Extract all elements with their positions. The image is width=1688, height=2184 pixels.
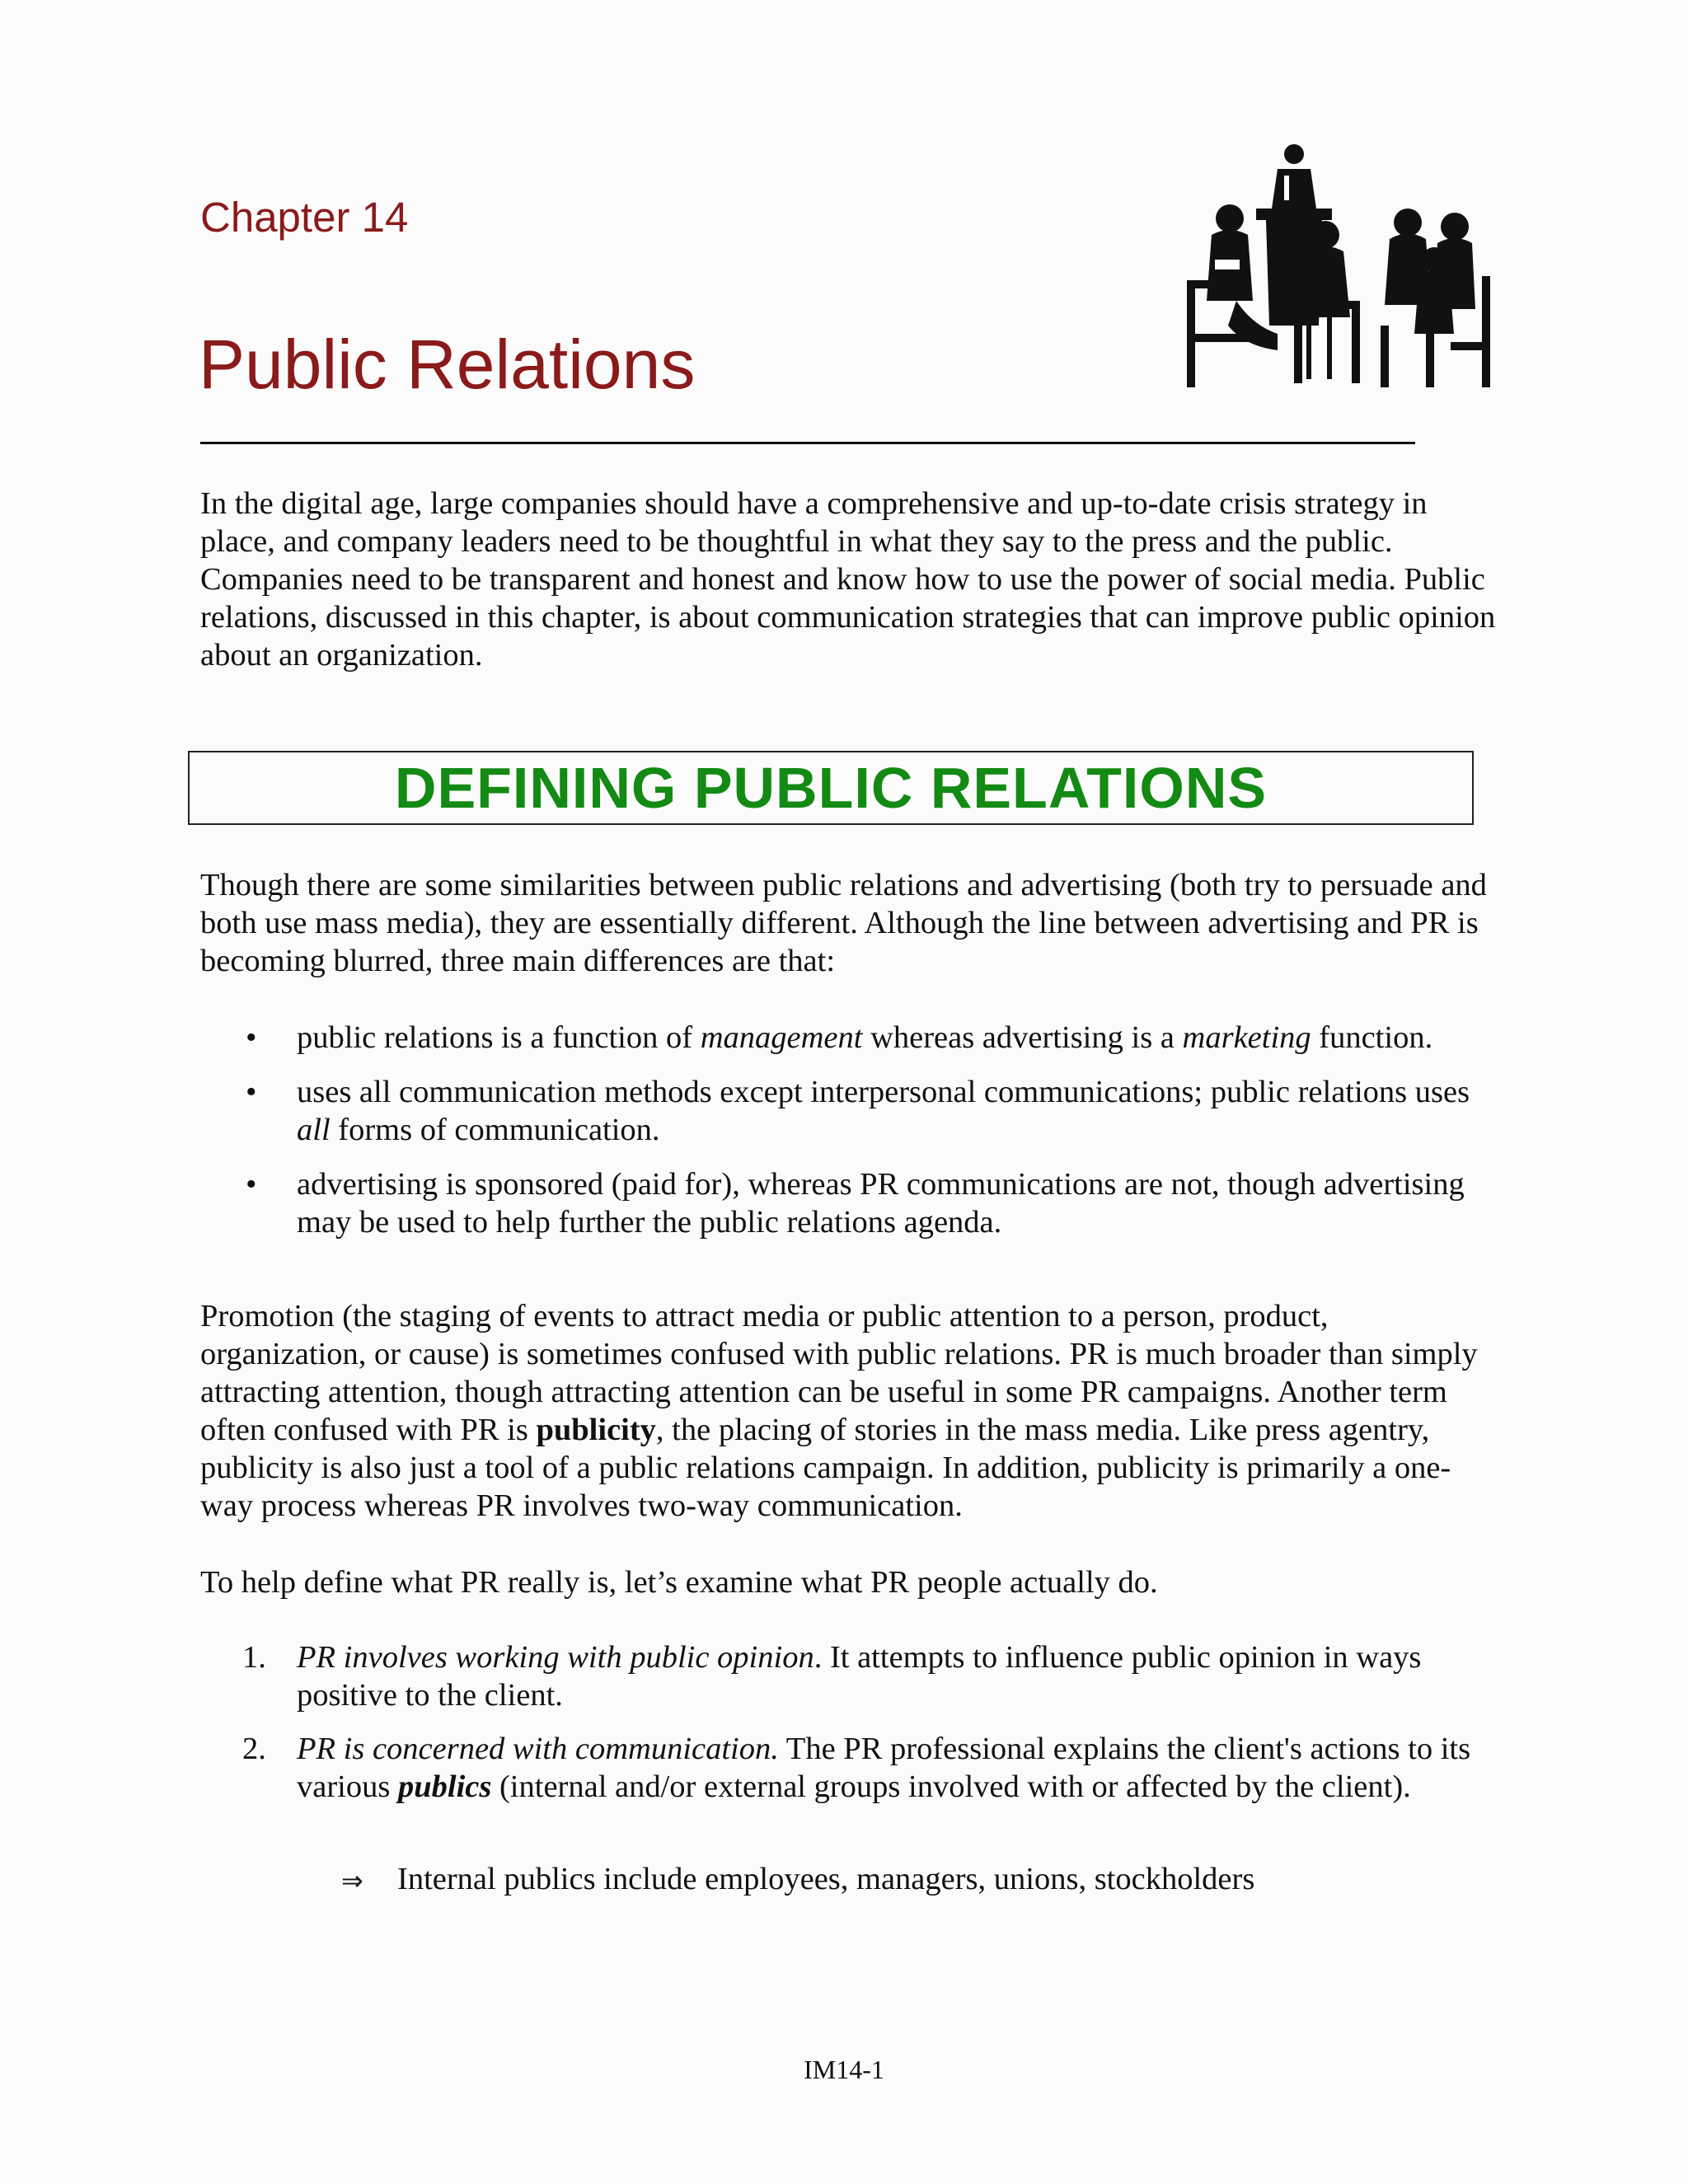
- section-paragraph-2: [200, 1297, 1498, 1525]
- numbered-item-text: (internal and/or external groups involved with or affected by the client).: [491, 1769, 1411, 1804]
- audience-at-lecture-icon: [1187, 136, 1492, 391]
- section-heading: DEFINING PUBLIC RELATIONS: [394, 756, 1268, 820]
- list-item-text: whereas advertising is a: [862, 1020, 1183, 1055]
- section-paragraph-3: To help define what PR really is, let’s examine what PR people actually do.: [200, 1565, 1158, 1600]
- numbered-item-emphasis: PR involves working with public opinion: [297, 1640, 814, 1675]
- numbered-item-bold-term: publics: [397, 1769, 492, 1804]
- bullet-marker: •: [246, 1020, 257, 1055]
- list-item-text: function.: [1311, 1020, 1433, 1055]
- list-item: [246, 1073, 1500, 1149]
- list-item-text: uses all communication methods except interpersonal communications; public relations uses: [297, 1075, 1470, 1109]
- section-heading-box: [188, 751, 1474, 825]
- numbered-item-text: . It attempts to influence public opinion in ways positive to the client.: [297, 1640, 1422, 1713]
- page-number: IM14-1: [804, 2055, 884, 2084]
- numbered-item: [242, 1730, 1500, 1806]
- list-item-emphasis: marketing: [1182, 1020, 1311, 1055]
- list-item-text: public relations is a function of: [297, 1020, 701, 1055]
- list-item: [246, 1165, 1500, 1241]
- number-marker: 1.: [242, 1640, 266, 1675]
- paragraph-text: , the placing of stories in the mass media. Like press agentry, publicity is also just a tool of a public relations campaign. In addition, publicity is primarily a one-way process whereas PR involves two-way communication.: [200, 1413, 1451, 1523]
- section-paragraph-1: Though there are some similarities between public relations and advertising (both try to persuade and both use mass media), they are essentially different. Although the line between advertising and PR is becoming blurred, three main differences are that:: [200, 868, 1487, 978]
- list-item-text: advertising is sponsored (paid for), whereas PR communications are not, though advertising may be used to help further the public relations agenda.: [297, 1167, 1465, 1240]
- paragraph-bold-term: publicity: [536, 1413, 656, 1447]
- numbered-item: [242, 1638, 1500, 1714]
- paragraph-text: Promotion (the staging of events to attract media or public attention to a person, product, organization, or cause) is sometimes confused with public relations. PR is much broader than simply attracting attention, though attracting attention can be useful in some PR campaigns. Another term often confused with PR is: [200, 1299, 1478, 1447]
- title-divider: [200, 442, 1415, 444]
- list-item-emphasis: management: [700, 1020, 863, 1055]
- sub-list-item: [341, 1860, 1469, 1898]
- list-item: [246, 1019, 1500, 1057]
- arrow-icon: ⇒: [341, 1865, 363, 1896]
- list-item-emphasis: all: [297, 1113, 331, 1147]
- intro-paragraph: In the digital age, large companies should have a comprehensive and up-to-date crisis strategy in place, and company leaders need to be thoughtful in what they say to the press and the public. Companies need to be transparent and honest and know how to use the power of social media. Public relations, discussed in this chapter, is about communication strategies that can improve public opinion about an organization.: [200, 486, 1496, 673]
- page-title: Public Relations: [199, 326, 696, 403]
- bullet-marker: •: [246, 1167, 257, 1202]
- number-marker: 2.: [242, 1732, 266, 1766]
- bullet-marker: •: [246, 1075, 257, 1109]
- numbered-item-text: The PR professional explains the client's actions to its various: [297, 1732, 1471, 1804]
- numbered-item-emphasis: PR is concerned with communication.: [297, 1732, 779, 1766]
- sub-list-item-text: Internal publics include employees, managers, unions, stockholders: [397, 1862, 1255, 1896]
- chapter-label: Chapter 14: [200, 194, 409, 241]
- list-item-text: forms of communication.: [330, 1113, 660, 1147]
